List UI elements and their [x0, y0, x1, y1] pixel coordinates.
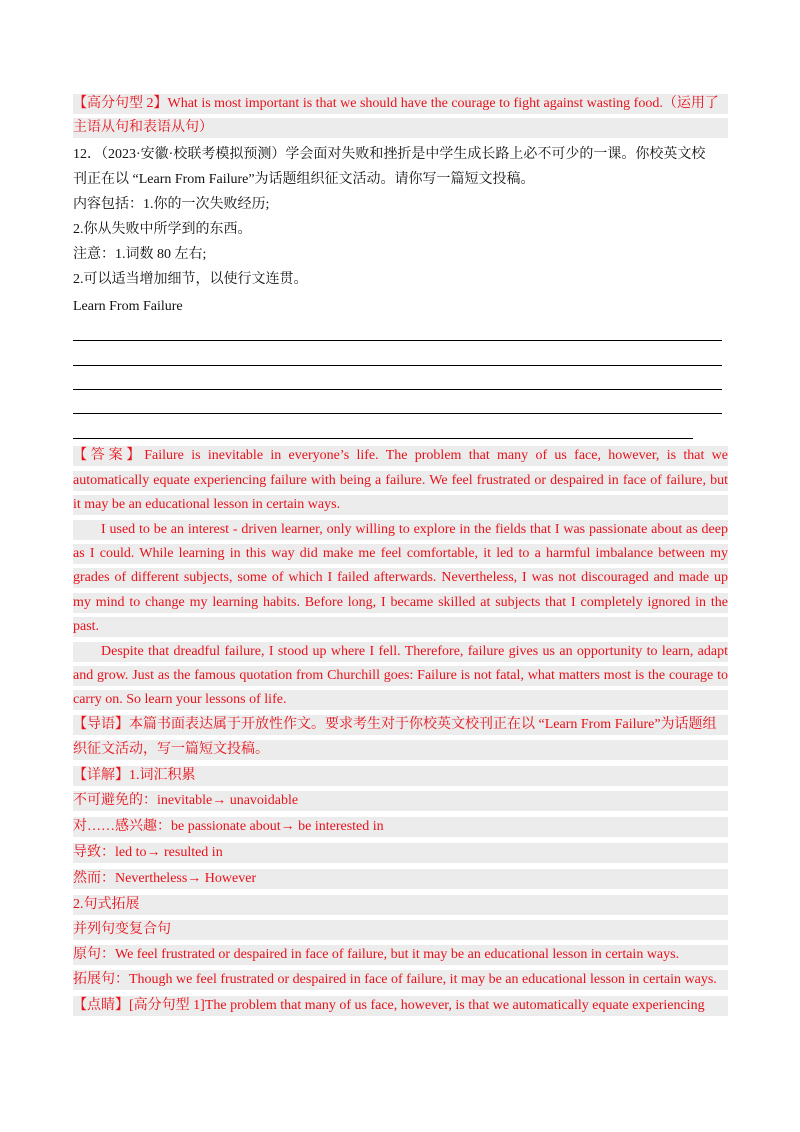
vocab-item-3: 导致：led to→ resulted in: [73, 843, 728, 863]
tip-line: 【点睛】[高分句型 1]The problem that many of us face, however, is that we automatically equate experiencing: [73, 996, 728, 1016]
detail-heading: 【详解】1.词汇积累: [73, 766, 728, 786]
vocab-item-1: 不可避免的：inevitable→ unavoidable: [73, 791, 728, 811]
top-block-line-2: 主语从句和表语从句）: [73, 118, 728, 138]
writing-line: [73, 365, 722, 366]
writing-line: [73, 340, 722, 341]
vocab-item-4: 然而：Nevertheless→ However: [73, 869, 728, 889]
question-line-2: 刊正在以 “Learn From Failure”为话题组织征文活动。请你写一篇短文投稿。: [73, 172, 535, 187]
answer-p3-line-2: and grow. Just as the famous quotation from Churchill goes: Failure is not fatal, what matters most is the courage to: [73, 666, 728, 686]
answer-p2-line-3: grades of different subjects, some of which I failed afterwards. Nevertheless, I was not discouraged and made up: [73, 568, 728, 588]
answer-p1-line-2: automatically equate experiencing failure with being a failure. We feel frustrated or despaired in face of failure, but: [73, 471, 728, 491]
sentence-heading: 2.句式拓展: [73, 895, 728, 915]
answer-p2-line-2: as I could. While learning in this way did make me feel comfortable, it led to a harmful imbalance between my: [73, 544, 728, 564]
question-note: 注意：1.词数 80 左右;: [73, 247, 207, 262]
answer-p2-line-5: past.: [73, 617, 728, 637]
original-sentence: 原句：We feel frustrated or despaired in face of failure, but it may be an educational lesson in certain ways.: [73, 945, 728, 965]
answer-p1-line-1: 【答案】Failure is inevitable in everyone’s life. The problem that many of us face, however, is that we: [73, 446, 728, 466]
answer-p3-line-1: Despite that dreadful failure, I stood up where I fell. Therefore, failure gives us an opportunity to learn, adapt: [73, 642, 728, 662]
essay-title: Learn From Failure: [73, 299, 183, 314]
guide-line-1: 【导语】本篇书面表达属于开放性作文。要求考生对于你校英文校刊正在以 “Learn From Failure”为话题组: [73, 715, 728, 735]
question-content-2: 2.你从失败中所学到的东西。: [73, 222, 252, 237]
writing-line: [73, 413, 722, 414]
question-content: 内容包括：1.你的一次失败经历;: [73, 197, 270, 212]
answer-p1-line-3: it may be an educational lesson in certain ways.: [73, 495, 728, 515]
extended-sentence: 拓展句：Though we feel frustrated or despaired in face of failure, it may be an educational lesson in certain ways.: [73, 970, 728, 990]
vocab-item-2: 对……感兴趣：be passionate about→ be interested in: [73, 817, 728, 837]
sentence-subheading: 并列句变复合句: [73, 920, 728, 940]
top-block-line-1: 【高分句型 2】What is most important is that we should have the courage to fight against wasting food.（运用了: [73, 94, 728, 114]
guide-line-2: 织征文活动，写一篇短文投稿。: [73, 740, 728, 760]
writing-line: [73, 389, 722, 390]
answer-p2-line-4: my mind to change my learning habits. Before long, I became skilled at subjects that I completely ignored in the: [73, 593, 728, 613]
question-note-2: 2.可以适当增加细节，以使行文连贯。: [73, 272, 308, 287]
question-line-1: 12．（2023·安徽·校联考模拟预测）学会面对失败和挫折是中学生成长路上必不可少的一课。你校英文校: [73, 147, 706, 162]
writing-line: [73, 438, 693, 439]
answer-p3-line-3: carry on. So learn your lessons of life.: [73, 690, 728, 710]
answer-p2-line-1: I used to be an interest - driven learner, only willing to explore in the fields that I was passionate about as deep: [73, 520, 728, 540]
